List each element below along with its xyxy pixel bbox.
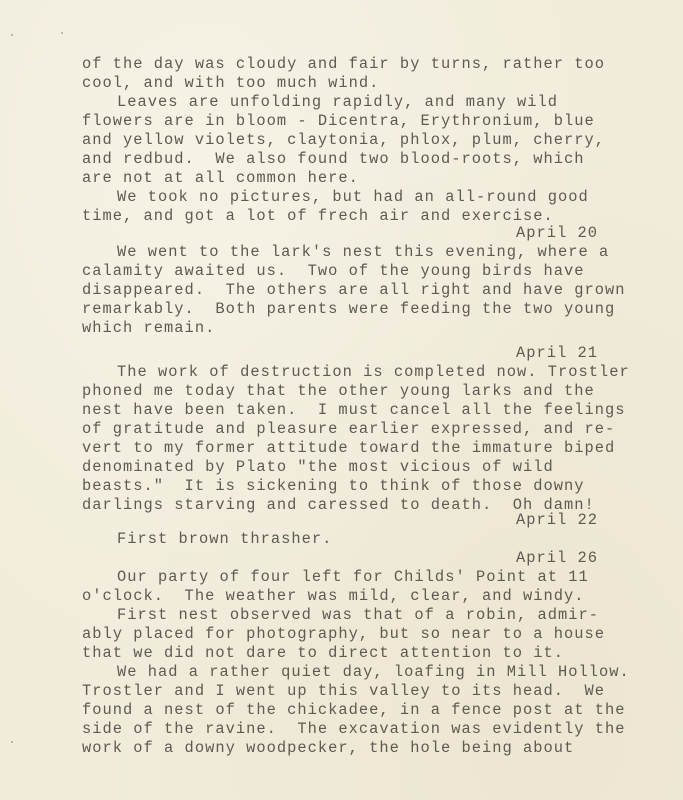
text-line: beasts." It is sickening to think of those downy	[82, 477, 585, 495]
text-line: of gratitude and pleasure earlier expressed, and re-	[82, 420, 616, 438]
text-line: o'clock. The weather was mild, clear, and windy.	[82, 587, 585, 605]
text-line: We had a rather quiet day, loafing in Mill Hollow.	[117, 663, 630, 681]
text-line: flowers are in bloom - Dicentra, Erythronium, blue	[82, 112, 595, 130]
text-line: Leaves are unfolding rapidly, and many wild	[117, 93, 559, 111]
paper-speck	[61, 32, 63, 34]
entry-date: April 21	[516, 344, 599, 362]
text-line: Our party of four left for Childs' Point at 11	[117, 568, 589, 586]
text-line: are not at all common here.	[82, 169, 359, 187]
text-line: and redbud. We also found two blood-roots, which	[82, 150, 585, 168]
text-line: which remain.	[82, 319, 216, 337]
entry-date: April 22	[516, 511, 599, 529]
text-line: We went to the lark's nest this evening, where a	[117, 243, 610, 261]
paper-speck	[11, 741, 13, 743]
text-line: remarkably. Both parents were feeding the two young	[82, 300, 616, 318]
text-line: First brown thrasher.	[117, 530, 333, 548]
entry-date: April 20	[516, 224, 599, 242]
text-line: of the day was cloudy and fair by turns, rather too	[82, 55, 606, 73]
text-line: nest have been taken. I must cancel all the feelings	[82, 401, 626, 419]
text-line: Trostler and I went up this valley to its head. We	[82, 682, 606, 700]
text-line: First nest observed was that of a robin, admir-	[117, 606, 600, 624]
text-line: time, and got a lot of freсh air and exercise.	[82, 207, 554, 225]
text-line: work of a downy woodpecker, the hole being about	[82, 739, 575, 757]
paper-speck	[11, 34, 13, 36]
text-line: denominated by Plato "the most vicious of wild	[82, 458, 554, 476]
text-line: darlings starving and caressed to death. Oh damn!	[82, 496, 595, 514]
text-line: phoned me today that the other young larks and the	[82, 382, 595, 400]
text-line: disappeared. The others are all right and have grown	[82, 281, 626, 299]
text-line: ably placed for photography, but so near to a house	[82, 625, 606, 643]
text-line: The work of destruction is completed now. Trostler	[117, 363, 630, 381]
text-line: found a nest of the chickadee, in a fence post at the	[82, 701, 626, 719]
entry-date: April 26	[516, 549, 599, 567]
text-line: vert to my former attitude toward the immature biped	[82, 439, 616, 457]
text-line: and yellow violets, claytonia, phlox, plum, cherry,	[82, 131, 606, 149]
text-line: that we did not dare to direct attention to it.	[82, 644, 565, 662]
text-line: cool, and with too much wind.	[82, 74, 380, 92]
text-line: calamity awaited us. Two of the young birds have	[82, 262, 585, 280]
text-line: side of the ravine. The excavation was evidently the	[82, 720, 626, 738]
text-line: We took no pictures, but had an all-round good	[117, 188, 589, 206]
